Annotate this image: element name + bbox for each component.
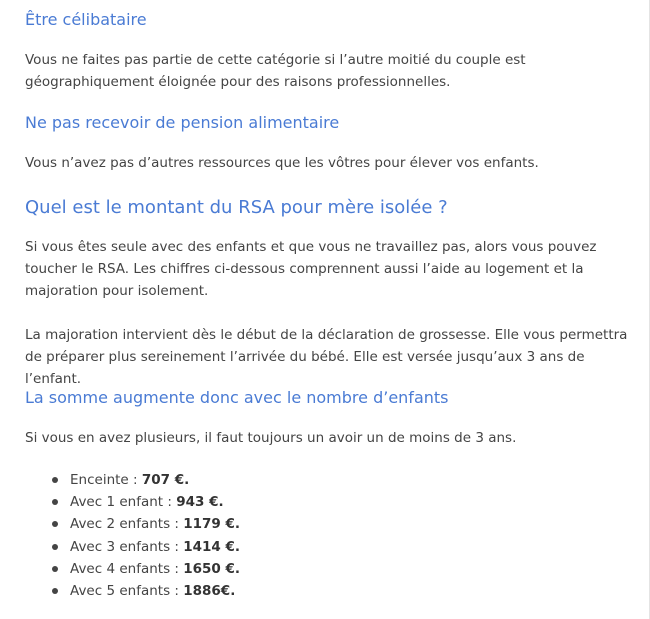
heading-montant-rsa: Quel est le montant du RSA pour mère isolée ? [25,197,448,218]
paragraph-montant-1: Si vous êtes seule avec des enfants et que vous ne travaillez pas, alors vous pouvez toucher le RSA. Les chiffres ci-dessous comprennent aussi l’aide au logement et la majoration pour isolement. [25,239,597,299]
bullet-icon [52,566,58,572]
list-item [38,558,240,580]
paragraph-somme: Si vous en avez plusieurs, il faut toujours un avoir un de moins de 3 ans. [25,430,517,446]
paragraph-celibataire: Vous ne faites pas partie de cette catégorie si l’autre moitié du couple est géographiquement éloignée pour des raisons professionnelles. [25,52,526,90]
amount-value: 1650 €. [183,560,241,577]
amount-value: 943 €. [176,494,224,511]
amount-label: Avec 4 enfants : [70,560,184,577]
bullet-icon [52,521,58,527]
amount-label: Enceinte : [70,472,142,488]
list-item [38,580,240,602]
list-item [38,491,240,513]
list-item [38,536,240,558]
amount-label: Avec 3 enfants : [70,538,184,555]
heading-somme-augmente: La somme augmente donc avec le nombre d’enfants [25,388,449,407]
heading-etre-celibataire: Être célibataire [25,10,147,29]
amount-list [38,469,240,602]
amount-value: 1414 €. [183,538,241,555]
bullet-icon [52,544,58,550]
bullet-icon [52,588,58,594]
amount-label: Avec 5 enfants : [70,583,184,600]
bullet-icon [52,499,58,505]
amount-value: 1886€. [183,583,236,600]
heading-pension-alimentaire: Ne pas recevoir de pension alimentaire [25,113,340,132]
list-item [38,513,240,535]
list-item [38,469,240,491]
amount-label: Avec 2 enfants : [70,516,184,533]
amount-label: Avec 1 enfant : [70,494,177,511]
amount-value: 1179 €. [183,516,241,533]
bullet-icon [52,477,58,483]
paragraph-montant-2: La majoration intervient dès le début de la déclaration de grossesse. Elle vous permettra de préparer plus sereinement l’arrivée du bébé. Elle est versée jusqu’aux 3 ans de l’enfant. [25,327,628,387]
amount-value: 707 €. [141,472,190,488]
paragraph-pension: Vous n’avez pas d’autres ressources que les vôtres pour élever vos enfants. [25,155,539,171]
